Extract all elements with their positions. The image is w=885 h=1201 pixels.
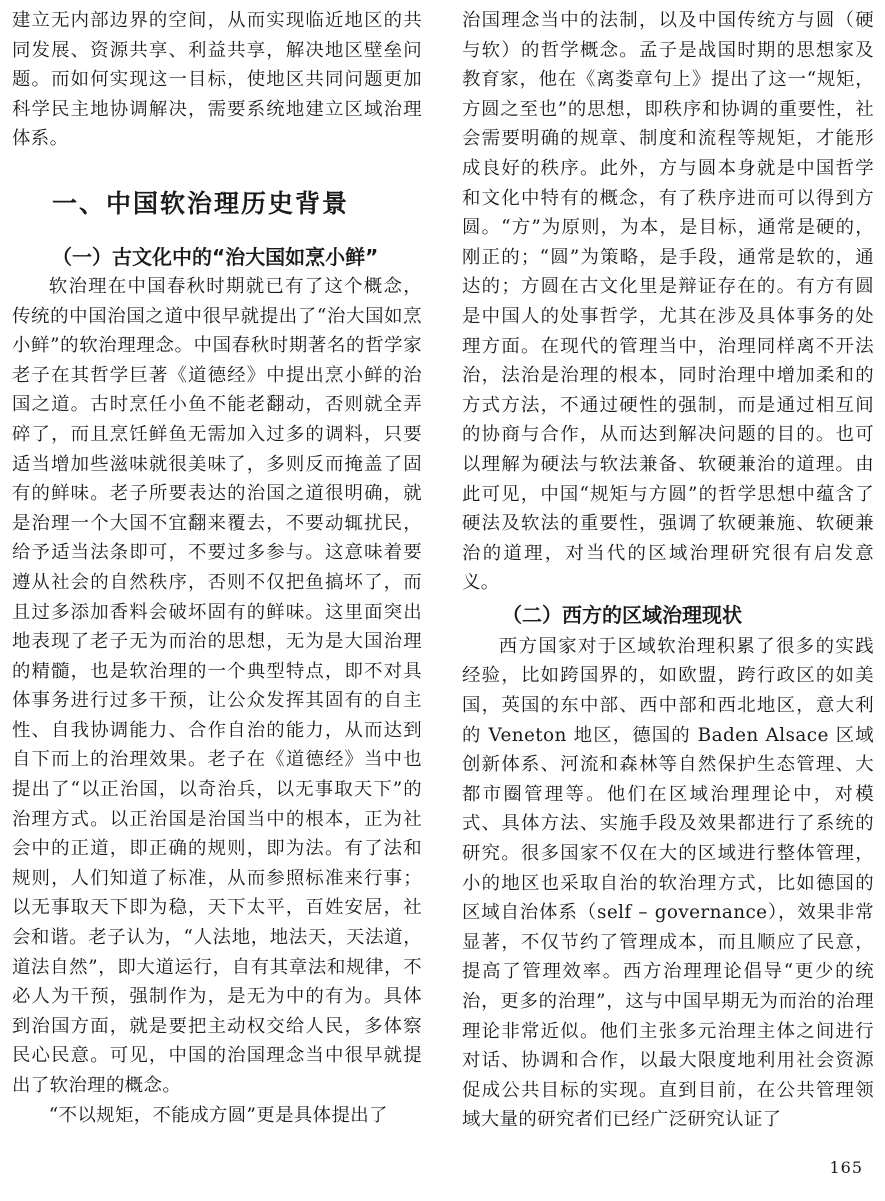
body-paragraph-2-continued: 治国理念当中的法制，以及中国传统方与圆（硬与软）的哲学概念。孟子是战国时期的思想家及教育家，他在《离娄章句上》提出了这一“规矩，方圆之至也”的思想，即秩序和协调的重要性，社会需要明确的规章、制度和流程等规矩，才能形成良好的秩序。此外，方与圆本身就是中国哲学和文化中特有的概念，有了秩序进而可以得到方圆。“方”为原则，为本，是目标，通常是硬的，刚正的；“圆”为策略，是手段，通常是软的，通达的；方圆在古文化里是辩证存在的。有方有圆是中国人的处事哲学，尤其在涉及具体事务的处理方面。在现代的管理当中，治理同样离不开法治，法治是治理的根本，同时治理中增加柔和的方式方法，不通过硬性的强制，而是通过相互间的协商与合作，从而达到解决问题的目的。也可以理解为硬法与软法兼备、软硬兼治的道理。由此可见，中国“规矩与方圆”的哲学思想中蕴含了硬法及软法的重要性，强调了软硬兼施、软硬兼治的道理，对当代的区域治理研究很有启发意义。 [462, 10, 874, 594]
section-heading: 一、中国软治理历史背景 [52, 188, 350, 218]
intro-paragraph: 建立无内部边界的空间，从而实现临近地区的共同发展、资源共享、利益共享，解决地区壁垒问题。而如何实现这一目标，使地区共同问题更加科学民主地协调解决，需要系统地建立区域治理体系。 [12, 10, 422, 150]
body-paragraph-2-start: “不以规矩，不能成方圆”更是具体提出了 [48, 1104, 388, 1126]
body-paragraph-1: 软治理在中国春秋时期就已有了这个概念，传统的中国治国之道中很早就提出了“治大国如烹小鲜”的软治理理念。中国春秋时期著名的哲学家老子在其哲学巨著《道德经》中提出烹小鲜的治国之道。古时烹任小鱼不能老翻动，否则就全弄碎了，而且烹饪鲜鱼无需加入过多的调料，只要适当增加些滋味就很美味了，多则反而掩盖了固有的鲜味。老子所要表达的治国之道很明确，就是治理一个大国不宜翻来覆去，不要动辄扰民，给予适当法条即可，不要过多参与。这意味着要遵从社会的自然秩序，否则不仅把鱼搞坏了，而且过多添加香料会破坏固有的鲜味。这里面突出地表现了老子无为而治的思想，无为是大国治理的精髓，也是软治理的一个典型特点，即不对具体事务进行过多干预，让公众发挥其固有的自主性、自我协调能力、合作自治的能力，从而达到自下而上的治理效果。老子在《道德经》当中也提出了“以正治国，以奇治兵，以无事取天下”的治理方式。以正治国是治国当中的根本，正为社会中的正道，即正确的规则，即为法。有了法和规则，人们知道了标准，从而参照标准来行事；以无事取天下即为稳，天下太平，百姓安居，社会和谐。老子认为，“人法地，地法天，天法道，道法自然”，即大道运行，自有其章法和规律，不必人为干预，强制作为，是无为中的有为。具体到治国方面，就是要把主动权交给人民，多体察民心民意。可见，中国的治国理念当中很早就提出了软治理的概念。 [12, 275, 422, 1096]
page-number: 165 [829, 1158, 863, 1177]
body-paragraph-3: 西方国家对于区域软治理积累了很多的实践经验，比如跨国界的，如欧盟，跨行政区的如美国，英国的东中部、西中部和西北地区，意大利的 Veneton 地区，德国的 Baden Alsace 区域创新体系、河流和森林等自然保护生态管理、大都市圈管理等。他们在区域治理理论中，对模式、具体方法、实施手段及效果都进行了系统的研究。很多国家不仅在大的区域进行整体管理，小的地区也采取自治的软治理方式，比如德国的区域自治体系（self – governance），效果非常显著，不仅节约了管理成本，而且顺应了民意，提高了管理效率。西方治理理论倡导“更少的统治，更多的治理”，这与中国早期无为而治的治理理论非常近似。他们主张多元治理主体之间进行对话、协调和合作，以最大限度地利用社会资源促成公共目标的实现。直到目前，在公共管理领域大量的研究者们已经广泛研究认证了 [462, 635, 874, 1131]
subsection-heading-1: （一）古文化中的“治大国如烹小鲜” [52, 244, 379, 269]
subsection-heading-2: （二）西方的区域治理现状 [502, 602, 742, 627]
right-column [462, 6, 874, 1135]
left-column [12, 6, 422, 1130]
